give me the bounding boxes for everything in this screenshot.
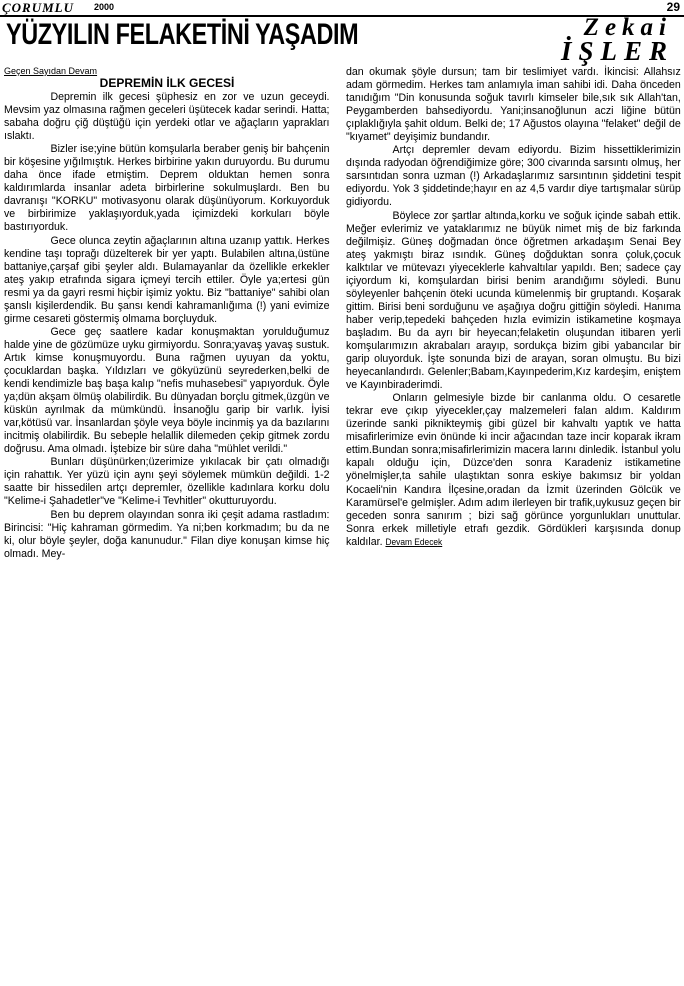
newspaper-logo: ÇORUMLU — [2, 0, 75, 15]
paragraph: Böylece zor şartlar altında,korku ve soğuk içinde sabah ettik. Meğer evlerimiz ve yataklarımız ne büyük nimet miş de biz farkında değilmişiz. Güneş doğmadan önce öğretmen arkadaşım Senai Bey ateş yakmıştı biraz ısındık. Güneş doğduktan sonra çoluk,çocuk kalktılar ve mütevazı yiyeceklerle kahvaltılar yapıldı. Ben; sadece çay içiyordum ki, komşulardan birisi benim arandığımı söyledi. Bunu söyleyenler bahçenin öteki ucunda kümelenmiş bir gruptandı. Koşarak gittim. Birisi beni sorduğunu ve aşağıya doğru gittiğin söyledi. Hanıma haber verip,tepedeki bahçeden hızla evimizin istikametine koşmaya başladım. Bu da ayrı bir heyecan;felaketin oluşundan itibaren yerli komşularımızın akrabaları arayıp, sordukça bizim gibi yabancılar bir garip oluyorduk. İşte sonunda bizi de arayan, soran olmuştu. Bu bizi heyecanlandırdı. Gelenler;Babam,Kayınpederim,Kız kardeşim, eniştem ve Kayınbiraderimdi. — [346, 209, 681, 392]
paragraph: Gece geç saatlere kadar konuşmaktan yorulduğumuz halde yine de gözümüze uyku girmiyordu. Sonra;yavaş yavaş sustuk. Artık kimse konuşmuyordu. Buna rağmen uyuyan da yoktu, çocuklardan başka. Yıldızları ve gökyüzünü seyrederken,belki de kendi kendimizle baş başa kalıp "nefis muhasebesi" yapıyorduk. Öyle ya;dün akşam ölmüş olabilirdik. Bu dünyadan borçlu gitmek,üzgün ve küskün ayrılmak da mümkündü. İnsanoğlu garip bir varlık. İyisi var,kötüsü var. İnsanlardan şöyle veya böyle incinmiş ya da bazılarını incitmiş olabilirdik. Bu sebeple helallik dilemeden çekip gitmek zordu doğrusu. Ama olmadı. İştebize bir süre daha "mühlet verildi." — [4, 325, 330, 456]
section-subheadline: DEPREMİN İLK GECESİ — [99, 76, 235, 90]
paragraph: Bunları düşünürken;üzerimize yıkılacak bir çatı olmadığı için rahattık. Yer yüzü için aynı şeyi söylemek mümkün değildi. 1-2 saatte bir hissedilen artçı depremler, özellikle kadınlara korku dolu "Kelime-i Şahadetler"ve "Kelime-i Tevhitler" okutturuyordu. — [4, 456, 330, 508]
paragraph-text: Onların gelmesiyle bizde bir canlanma oldu. O cesaretle tekrar eve çıkıp yiyecekler,çay malzemeleri falan aldım. Kaldırım üzerinde sanki piknikteymiş gibi güzel bir kahvaltı yaptık ve hatta misafirlerimize evin önünde ki incir ağacından taze incir koparak ikram ettim.Bundan sonra;misafirlerimizin macera larını dinledik. İstanbul yolu kapalı olduğu için, Düzce'den sonra Karadeniz istikametine yönelmişler,ta sahile ulaştıktan sonra eskiye bakımsız bir yoldan Kocaeli'nin Kandıra İlçesine,oradan da İzmit üzerinden Gölcük ve Karamürsel'e gelmişler. Adım adım ilerleyen bir trafik,uykusuz geçen bir geceden sonra sanırım ; bizi sağ görünce yorgunlukları unuttular. Sonra erkek milletiyle etrafı gezdik. Gördükleri karşısında donup kaldılar. — [346, 392, 681, 548]
paragraph: Artçı depremler devam ediyordu. Bizim hissettiklerimizin dışında radyodan öğrendiğimize göre; 300 civarında sarsıntı olmuş, her sarsıntıdan sonra uzman (!) Arkadaşlarımız sarsıntının şiddetini tespit ediyordu. Yok 3 şiddetinde;hayır en az 4,5 vardır diye tartışmalar sürüp gidiyordu. — [346, 144, 681, 209]
page-number: 29 — [666, 0, 680, 14]
paragraph: Bizler ise;yine bütün komşularla beraber geniş bir bahçenin bir köşesine yığılmıştık. Herkes birbirine yakın duruyordu. Bu durumu daha önce ifade etmiştim. Deprem olduktan hemen sonra kaldırımlarda insanlar adeta birbirlerine sokulmuşlardı. Ben bu davranışı "KORKU" motivasyonu olarak düşünüyorum. Korkuyorduk ve birbirimize yaklaşıyorduk,yada içimizdeki korkuları böyle bastırıyorduk. — [4, 143, 330, 234]
left-column — [4, 91, 330, 561]
continued-note: Devam Edecek — [385, 536, 443, 547]
author-first-name: Zekai — [583, 14, 672, 41]
right-column — [346, 66, 681, 549]
paragraph: Gece olunca zeytin ağaçlarının altına uzanıp yattık. Herkes kendine taşı toprağı düzelterek bir yer yaptı. Bulabilen altına,üstüne battaniye,çarşaf gibi şeyler aldı. Bulamayanlar da özellikle erkekler ateş yakıp etrafında sigara içmeyi tercih ettiler. Öyle ya;ertesi gün resmi ya da gayri resmi hiçbir işimiz yoktu. Biz "battaniye" sahibi olan şanslı kişilerdendik. Bu şansı kendi kahramanlığıma (!) yani evimize girme cesareti göstermiş olmama borçluyduk. — [4, 234, 330, 325]
previous-issue-note: Geçen Sayıdan Devam — [4, 66, 98, 76]
paragraph: Depremin ilk gecesi şüphesiz en zor ve uzun geceydi. Mevsim yaz olmasına rağmen geceleri üşütecek kadar serindi. Hatta; sabaha doğru çiğ düştüğü için yerdeki otlar ve ağaçların yaprakları ıslaktı. — [4, 91, 330, 143]
paragraph: dan okumak şöyle dursun; tam bir teslimiyet vardı. İkincisi: Allahsız adam görmedim. Herkes tam anlamıyla iman sahibi idi. Daha önceden tanıdığım "Din konusunda soğuk tavırlı kimseler bile,sık sık Allah'tan, Peygamberden bahsediyordu. Yani;insanoğlunun aczi liğine bütün çıplaklığıyla şahit oldum. Belki de; 17 Ağustos olayına "felaket" değil de "kıyamet" deyişimiz bundandır. — [346, 66, 681, 144]
author-last-name: İŞLER — [560, 36, 674, 66]
paragraph: Ben bu deprem olayından sonra iki çeşit adama rastladım: Birincisi: "Hiç kahraman görmedim. Ya ni;ben korkmadım; bu da ne ki, olur böyle şeyler, doğa kanunudur." Filan diye konuşan kimse hiç olmadı. Mey- — [4, 508, 330, 560]
paragraph — [346, 392, 681, 549]
article-headline: YÜZYILIN FELAKETİNİ YAŞADIM — [6, 18, 359, 51]
author-byline — [480, 14, 676, 66]
issue-year: 2000 — [94, 2, 115, 12]
